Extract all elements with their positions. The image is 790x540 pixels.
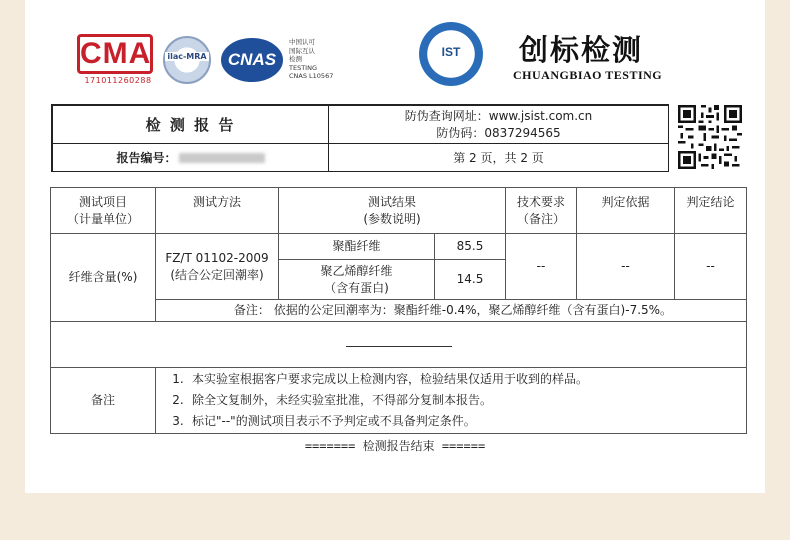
table-header-row (51, 188, 747, 234)
cnas-info-line: 国际互认 (289, 46, 315, 55)
list-item: 3. 标记"--"的测试项目表示不予判定或不具备判定条件。 (172, 414, 476, 428)
report-number-redacted (179, 153, 265, 163)
cnas-info-line: TESTING (289, 63, 317, 72)
cnas-info-line: 检测 (289, 55, 302, 63)
list-item: 2. 除全文复制外，未经实验室批准，不得部分复制本报告。 (172, 393, 493, 407)
report-number-cell (52, 143, 329, 172)
remark-text: 备注： 依据的公定回潮率为：聚酯纤维-0.4%，聚乙烯醇纤维（含有蛋白)-7.5%。 (156, 300, 747, 322)
anti-fake-website[interactable]: 防伪查询网址：www.jsist.com.cn (404, 108, 593, 123)
table-row (51, 300, 747, 322)
cnas-info (289, 38, 333, 81)
report-end-text: ======= 检测报告结束 ====== (304, 439, 486, 453)
notes-label: 备注 (51, 368, 156, 434)
notes-list (156, 368, 747, 434)
report-sheet (25, 0, 765, 493)
basis-value: -- (577, 234, 675, 300)
blank-row (51, 322, 747, 368)
header-conclusion: 判定结论 (675, 188, 747, 234)
fiber-value: 85.5 (435, 234, 506, 260)
cma-logo: CMA (77, 34, 153, 74)
ilac-mra-label: ilac-MRA (165, 52, 209, 61)
table-row (51, 368, 747, 434)
cnas-info-line: 中国认可 (289, 38, 315, 46)
requirement-value: -- (506, 234, 577, 300)
divider-line (346, 346, 452, 347)
page-indicator: 第 2 页，共 2 页 (328, 143, 669, 172)
header-basis: 判定依据 (577, 188, 675, 234)
report-info-box (51, 104, 669, 172)
fiber-name: 聚乙烯醇纤维 （含有蛋白) (279, 260, 435, 300)
header-test-method: 测试方法 (156, 188, 279, 234)
header-test-item: 测试项目 （计量单位） (51, 188, 156, 234)
brand-name-en: CHUANGBIAO TESTING (513, 68, 663, 82)
brand-name-cn: 创标检测 (519, 33, 644, 67)
table-row (51, 322, 747, 368)
cma-number: 171011260288 (84, 76, 152, 85)
fiber-value: 14.5 (435, 260, 506, 300)
header-test-result: 测试结果 (参数说明) (279, 188, 506, 234)
qr-code-icon (678, 105, 742, 169)
anti-fake-cell (328, 105, 669, 144)
conclusion-value: -- (675, 234, 747, 300)
test-item: 纤维含量(%) (51, 234, 156, 322)
cnas-logo: CNAS (221, 38, 283, 82)
cnas-info-line: CNAS L10567 (289, 72, 334, 80)
table-row (51, 234, 747, 260)
anti-fake-code: 防伪码：0837294565 (436, 125, 561, 140)
results-table (50, 187, 747, 434)
report-title: 检 测 报 告 (52, 105, 329, 144)
list-item: 1. 本实验室根据客户要求完成以上检测内容，检验结果仅适用于收到的样品。 (172, 372, 589, 386)
fiber-name: 聚酯纤维 (279, 234, 435, 260)
header-requirement: 技术要求 （备注） (506, 188, 577, 234)
report-number-label: 报告编号： (116, 151, 177, 165)
test-method: FZ/T 01102-2009 (结合公定回潮率) (156, 234, 279, 300)
ist-logo-label: IST (441, 45, 461, 59)
